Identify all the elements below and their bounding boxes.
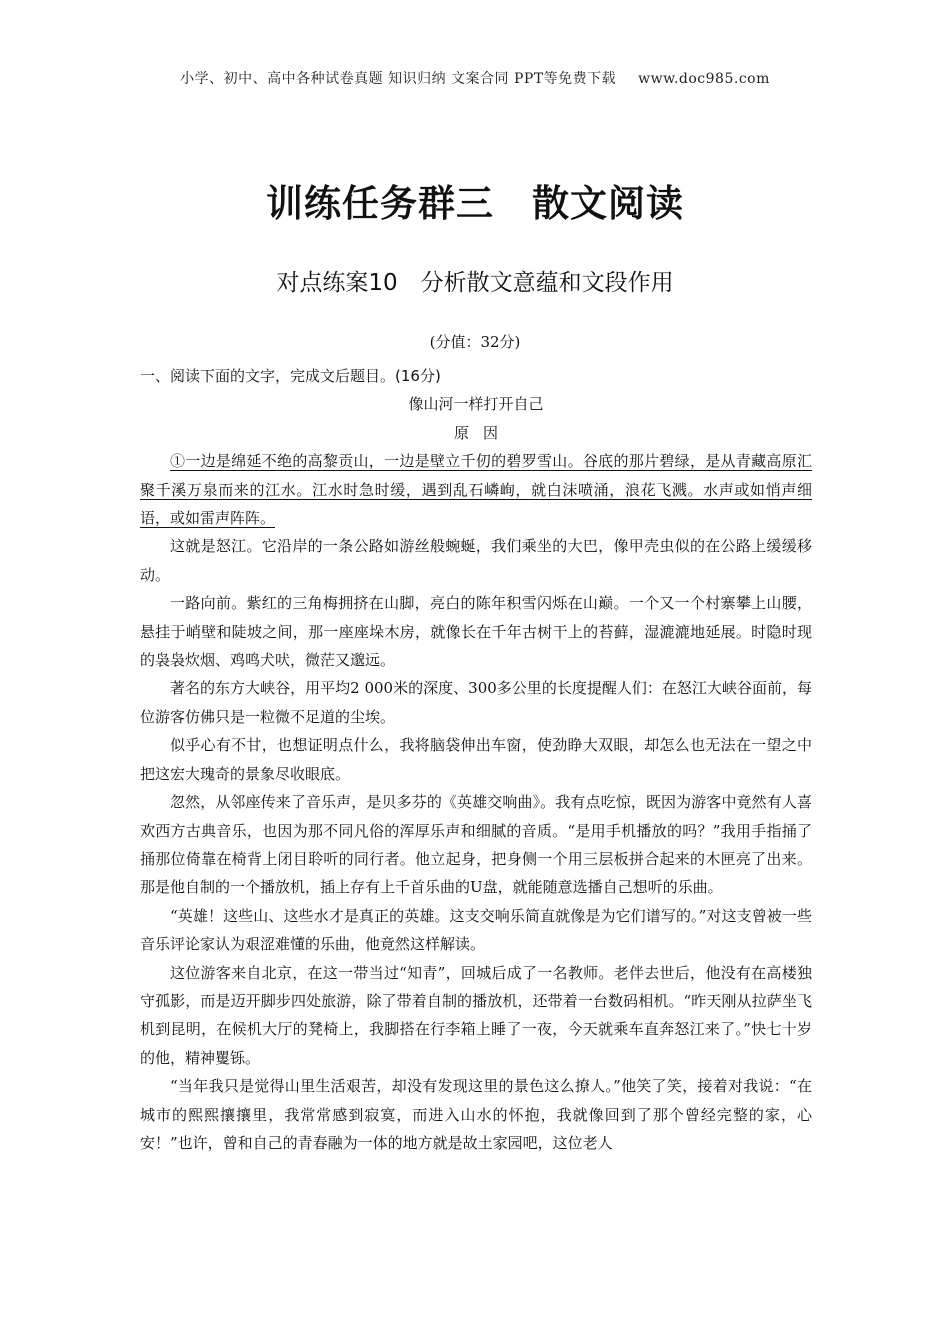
paragraph-5: 似乎心有不甘，也想证明点什么，我将脑袋伸出车窗，使劲睁大双眼，却怎么也无法在一望之中把这宏大瑰奇的景象尽收眼底。 [140,736,812,783]
paragraph-8: 这位游客来自北京，在这一带当过“知青”，回城后成了一名教师。老伴去世后，他没有在高楼独守孤影，而是迈开脚步四处旅游，除了带着自制的播放机，还带着一台数码相机。“昨天刚从拉萨坐飞机到昆明，在候机大厅的凳椅上，我脚搭在行李箱上睡了一夜，今天就乘车直奔怒江来了。”快七十岁的他，精神矍铄。 [140,963,812,1067]
article-title: 像山河一样打开自己 [408,395,544,414]
paragraph-9: “当年我只是觉得山里生活艰苦，却没有发现这里的景色这么撩人。”他笑了笑，接着对我说：“在城市的熙熙攘攘里，我常常感到寂寞，而进入山水的怀抱，我就像回到了那个曾经完整的家，心安！”也许，曾和自己的青春融为一体的地方就是故土家园吧，这位老人 [140,1077,812,1152]
document-body [140,362,812,1157]
paragraph-1 [140,447,812,532]
paragraph-2: 这就是怒江。它沿岸的一条公路如游丝般蜿蜒，我们乘坐的大巴，像甲壳虫似的在公路上缓缓移动。 [140,537,812,584]
score-label: (分值：32分) [429,333,521,351]
paragraph-3: 一路向前。紫红的三角梅拥挤在山脚，亮白的陈年积雪闪烁在山巅。一个又一个村寨攀上山腰，悬挂于峭壁和陡坡之间，那一座座垛木房，就像长在千年古树干上的苔藓，湿漉漉地延展。时隐时现的袅袅炊烟、鸡鸣犬吠，微茫又邈远。 [140,594,812,670]
page-title: 训练任务群三 散文阅读 [266,182,684,225]
header-text: 小学、初中、高中各种试卷真题 知识归纳 文案合同 PPT等免费下载 [180,71,617,87]
page-header [0,68,950,88]
header-url: www.doc985.com [638,71,770,87]
article-author: 原因 [453,423,512,442]
underlined-passage: ①一边是绵延不绝的高黎贡山，一边是壁立千仞的碧罗雪山。谷底的那片碧绿，是从青藏高原汇聚千溪万泉而来的江水。江水时急时缓，遇到乱石嶙峋，就白沫喷涌，浪花飞溅。水声或如悄声细语，或如雷声阵阵。 [140,452,812,528]
paragraph-6: 忽然，从邻座传来了音乐声，是贝多芬的《英雄交响曲》。我有点吃惊，既因为游客中竟然有人喜欢西方古典音乐，也因为那不同凡俗的浑厚乐声和细腻的音质。“是用手机播放的吗？”我用手指捅了捅那位倚靠在椅背上闭目聆听的同行者。他立起身，把身侧一个用三层板拼合起来的木匣亮了出来。那是他自制的一个播放机，插上存有上千首乐曲的U盘，就能随意选播自己想听的乐曲。 [140,793,812,897]
paragraph-7: “英雄！这些山、这些水才是真正的英雄。这支交响乐简直就像是为它们谱写的。”对这支曾被一些音乐评论家认为艰涩难懂的乐曲，他竟然这样解读。 [140,906,812,954]
page-subtitle: 对点练案10 分析散文意蕴和文段作用 [276,270,674,296]
question-heading: 一、阅读下面的文字，完成文后题目。(16分) [140,367,441,385]
paragraph-4: 著名的东方大峡谷，用平均2 000米的深度、300多公里的长度提醒人们：在怒江大峡谷面前，每位游客仿佛只是一粒微不足道的尘埃。 [140,679,812,726]
